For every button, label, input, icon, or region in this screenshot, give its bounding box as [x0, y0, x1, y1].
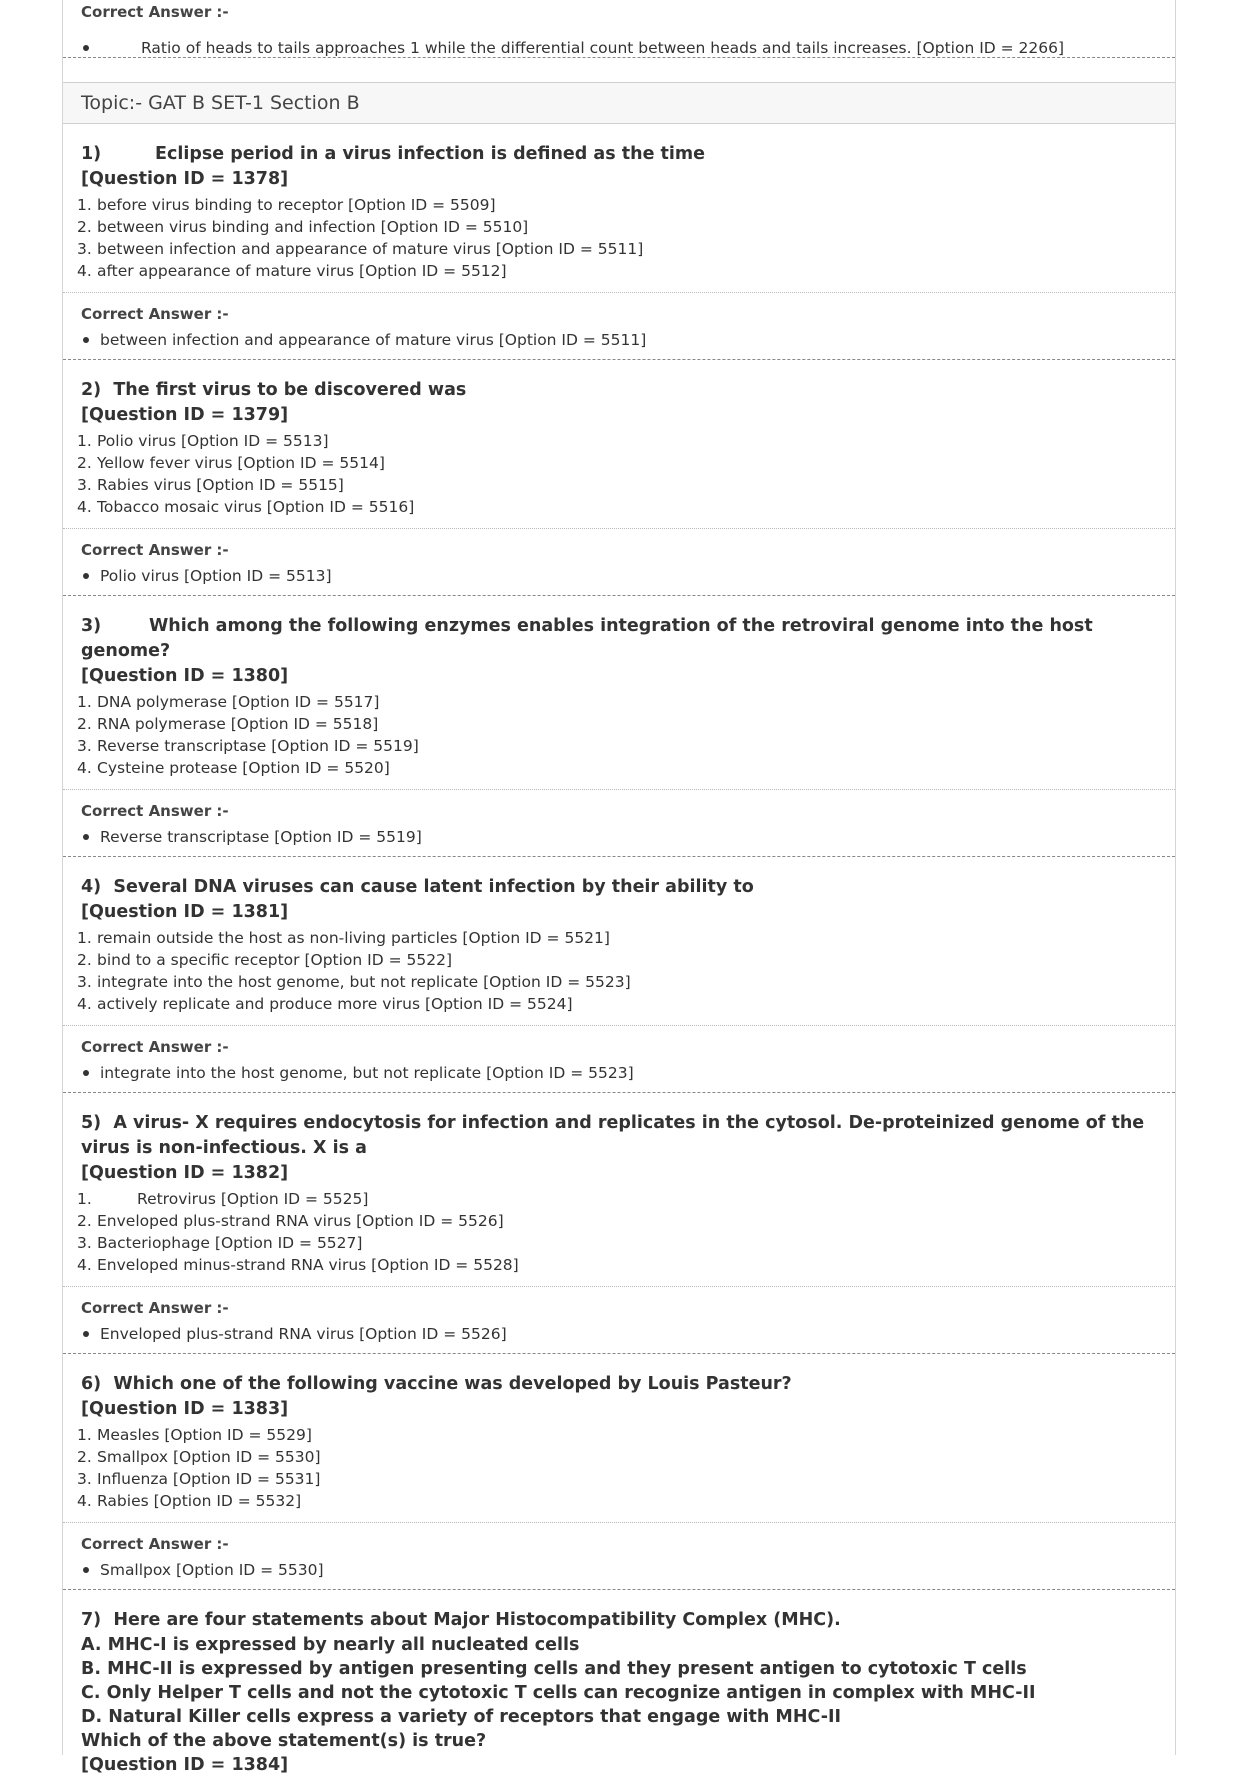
option-item: 3. Rabies virus [Option ID = 5515] [77, 476, 344, 494]
question-title [63, 1608, 1175, 1633]
correct-answer-label: Correct Answer :- [81, 802, 229, 820]
option-item: 4. Rabies [Option ID = 5532] [77, 1492, 302, 1510]
bullet-icon [83, 573, 89, 579]
topic-header: Topic:- GAT B SET-1 Section B [63, 83, 1175, 124]
option-item: 2. Yellow fever virus [Option ID = 5514] [77, 454, 385, 472]
question-prompt: Which of the above statement(s) is true? [81, 1731, 487, 1751]
correct-answer-text: Polio virus [Option ID = 5513] [100, 567, 332, 585]
question-text: Here are four statements about Major Histocompatibility Complex (MHC). [113, 1610, 841, 1630]
bullet-icon [83, 834, 89, 840]
bullet-icon [83, 1331, 89, 1337]
question-number: 1) [81, 144, 102, 164]
option-item: 2. Enveloped plus-strand RNA virus [Option ID = 5526] [77, 1212, 504, 1230]
option-item: 1. Retrovirus [Option ID = 5525] [77, 1190, 369, 1208]
section-spacer [63, 58, 1175, 83]
question-number: 5) [81, 1113, 102, 1133]
option-item: 3. Bacteriophage [Option ID = 5527] [77, 1234, 363, 1252]
option-item: 4. Tobacco mosaic virus [Option ID = 5516] [77, 498, 415, 516]
correct-answer [81, 38, 1175, 58]
question-text: Several DNA viruses can cause latent infection by their ability to [113, 877, 754, 897]
option-item: 1. Measles [Option ID = 5529] [77, 1426, 312, 1444]
question-title [63, 378, 1157, 403]
correct-answer-label: Correct Answer :- [81, 1038, 229, 1056]
answer-block [63, 1026, 1175, 1092]
question-id: [Question ID = 1378] [81, 169, 289, 189]
bullet-icon [83, 45, 89, 51]
question-id: [Question ID = 1379] [81, 405, 289, 425]
bullet-icon [83, 1070, 89, 1076]
correct-answer-label: Correct Answer :- [81, 1535, 229, 1553]
question-id: [Question ID = 1380] [81, 666, 289, 686]
question-title [63, 875, 1157, 900]
options-list [63, 194, 1157, 282]
question-number: 6) [81, 1374, 102, 1394]
question-block [63, 857, 1175, 1093]
option-item: 1. Polio virus [Option ID = 5513] [77, 432, 329, 450]
option-item: 1. remain outside the host as non-living particles [Option ID = 5521] [77, 929, 610, 947]
question-body [63, 1354, 1175, 1523]
question-number: 3) [81, 616, 102, 636]
question-text: Which one of the following vaccine was developed by Louis Pasteur? [113, 1374, 792, 1394]
correct-answer [81, 1323, 1157, 1345]
correct-answer [81, 1062, 1157, 1084]
question-block [63, 596, 1175, 857]
question-block [63, 1590, 1175, 1778]
answer-block [63, 790, 1175, 856]
question-title [63, 1111, 1157, 1161]
option-item: 2. Smallpox [Option ID = 5530] [77, 1448, 321, 1466]
option-item: 2. bind to a specific receptor [Option ID = 5522] [77, 951, 453, 969]
question-number: 4) [81, 877, 102, 897]
statement-d: D. Natural Killer cells express a variety of receptors that engage with MHC-II [81, 1707, 842, 1727]
statement-a: A. MHC-I is expressed by nearly all nucleated cells [81, 1635, 580, 1655]
question-title [63, 614, 1157, 664]
correct-answer-text: Reverse transcriptase [Option ID = 5519] [100, 828, 422, 846]
correct-answer [81, 826, 1157, 848]
option-item: 1. before virus binding to receptor [Option ID = 5509] [77, 196, 496, 214]
option-item: 4. after appearance of mature virus [Option ID = 5512] [77, 262, 507, 280]
option-item: 3. Influenza [Option ID = 5531] [77, 1470, 321, 1488]
question-body [63, 857, 1175, 1026]
option-item: 3. between infection and appearance of mature virus [Option ID = 5511] [77, 240, 644, 258]
option-item: 4. actively replicate and produce more virus [Option ID = 5524] [77, 995, 573, 1013]
correct-answer-label: Correct Answer :- [81, 541, 229, 559]
correct-answer-text: Ratio of heads to tails approaches 1 while the differential count between heads and tails increases. [Option ID = 2266] [141, 39, 1065, 57]
question-text: Which among the following enzymes enables integration of the retroviral genome into the host genome? [81, 616, 1093, 661]
statement-b: B. MHC-II is expressed by antigen presenting cells and they present antigen to cytotoxic T cells [81, 1659, 1027, 1679]
question-text: Eclipse period in a virus infection is defined as the time [155, 144, 705, 164]
question-block [63, 1354, 1175, 1590]
answer-block [63, 1287, 1175, 1353]
correct-answer-text: Smallpox [Option ID = 5530] [100, 1561, 324, 1579]
question-id: [Question ID = 1383] [81, 1399, 289, 1419]
question-block [63, 124, 1175, 360]
question-body [63, 596, 1175, 790]
option-item: 1. DNA polymerase [Option ID = 5517] [77, 693, 380, 711]
question-number: 2) [81, 380, 102, 400]
statement-c: C. Only Helper T cells and not the cytotoxic T cells can recognize antigen in complex with MHC-II [81, 1683, 1036, 1703]
correct-answer [81, 1559, 1157, 1581]
correct-answer-label: Correct Answer :- [81, 305, 229, 323]
question-paper [62, 0, 1176, 1775]
correct-answer-text: integrate into the host genome, but not replicate [Option ID = 5523] [100, 1064, 634, 1082]
previous-answer-block [63, 0, 1175, 58]
options-list [63, 1188, 1157, 1276]
question-id: [Question ID = 1382] [81, 1163, 289, 1183]
bullet-icon [83, 337, 89, 343]
option-item: 3. integrate into the host genome, but not replicate [Option ID = 5523] [77, 973, 631, 991]
options-list [63, 430, 1157, 518]
question-title [63, 142, 1157, 167]
question-id: [Question ID = 1381] [81, 902, 289, 922]
option-item: 2. between virus binding and infection [Option ID = 5510] [77, 218, 529, 236]
correct-answer-text: between infection and appearance of mature virus [Option ID = 5511] [100, 331, 647, 349]
answer-block [63, 293, 1175, 359]
answer-block [63, 529, 1175, 595]
correct-answer-label: Correct Answer :- [81, 3, 229, 21]
options-list [63, 1424, 1157, 1512]
question-id: [Question ID = 1384] [81, 1755, 289, 1775]
options-list [63, 691, 1157, 779]
correct-answer [81, 329, 1157, 351]
correct-answer [81, 565, 1157, 587]
question-text: The first virus to be discovered was [113, 380, 467, 400]
option-item: 4. Enveloped minus-strand RNA virus [Option ID = 5528] [77, 1256, 519, 1274]
question-number: 7) [81, 1610, 102, 1630]
question-body [63, 1093, 1175, 1287]
question-text: A virus- X requires endocytosis for infection and replicates in the cytosol. De-proteinized genome of the virus is non-infectious. X is a [81, 1113, 1145, 1158]
question-title [63, 1372, 1157, 1397]
option-item: 4. Cysteine protease [Option ID = 5520] [77, 759, 390, 777]
question-body [63, 360, 1175, 529]
bullet-icon [83, 1567, 89, 1573]
question-block [63, 1093, 1175, 1354]
question-block [63, 360, 1175, 596]
correct-answer-text: Enveloped plus-strand RNA virus [Option ID = 5526] [100, 1325, 507, 1343]
option-item: 2. RNA polymerase [Option ID = 5518] [77, 715, 379, 733]
question-body [63, 124, 1175, 293]
option-item: 3. Reverse transcriptase [Option ID = 5519] [77, 737, 419, 755]
answer-block [63, 1523, 1175, 1589]
options-list [63, 927, 1157, 1015]
correct-answer-label: Correct Answer :- [81, 1299, 229, 1317]
